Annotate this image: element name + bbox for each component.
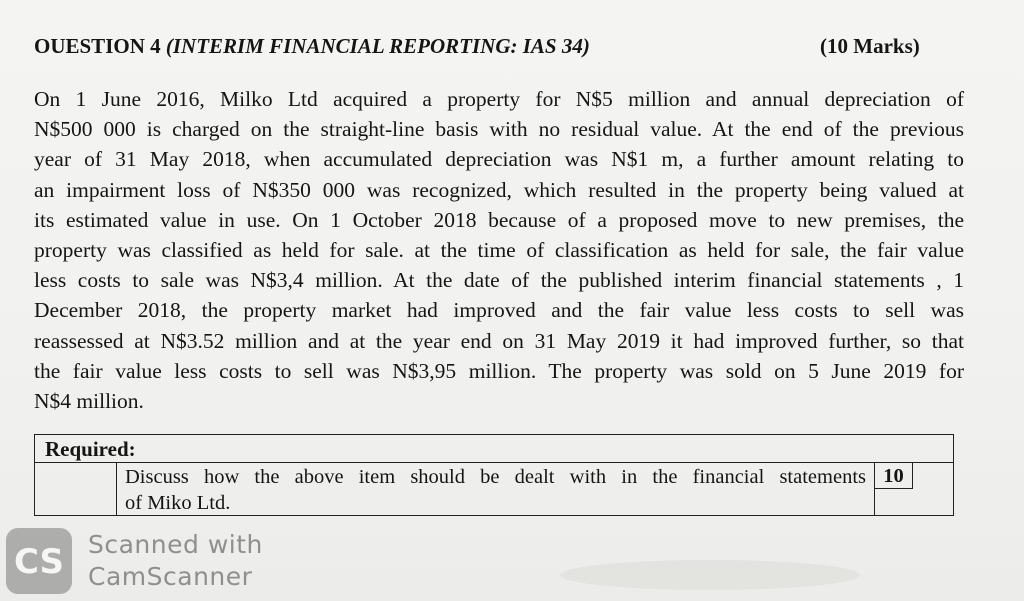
required-marks: 10 — [875, 463, 913, 489]
question-paragraph — [34, 84, 964, 416]
required-task-line: Discuss how the above item should be dealt with in the financial statements — [125, 466, 866, 488]
question-topic: (INTERIM FINANCIAL REPORTING: IAS 34) — [165, 34, 590, 58]
paragraph-line: the fair value less costs to sell was N$3,95 million. The property was sold on 5 June 2019 for — [34, 358, 964, 383]
question-heading — [34, 34, 934, 64]
paragraph-line: reassessed at N$3.52 million and at the year end on 31 May 2019 it had improved further, so that — [34, 328, 964, 353]
camscanner-logo-icon — [6, 528, 72, 594]
paragraph-line: December 2018, the property market had improved and the fair value less costs to sell was — [34, 298, 964, 323]
watermark-line-2: CamScanner — [88, 562, 253, 591]
paragraph-line: less costs to sale was N$3,4 million. At the date of the published interim financial statements , 1 — [34, 268, 964, 293]
paragraph-line: N$4 million. — [34, 389, 144, 414]
required-header-row — [35, 435, 953, 463]
required-task-line: of Miko Ltd. — [125, 492, 231, 514]
question-marks: (10 Marks) — [820, 34, 920, 58]
watermark-line-1: Scanned with — [88, 530, 263, 559]
paragraph-line: an impairment loss of N$350 000 was recognized, which resulted in the property being valued at — [34, 177, 964, 202]
required-task-cell — [117, 463, 875, 515]
paragraph-line: property was classified as held for sale. at the time of classification as held for sale, the fair value — [34, 238, 964, 263]
question-title — [34, 34, 590, 59]
paragraph-line: On 1 June 2016, Milko Ltd acquired a property for N$5 million and annual depreciation of — [34, 87, 964, 111]
badge-text: CS — [13, 542, 65, 582]
paragraph-line: its estimated value in use. On 1 October 2018 because of a proposed move to new premises, the — [34, 207, 964, 232]
paragraph-line: year of 31 May 2018, when accumulated depreciation was N$1 m, a further amount relating to — [34, 147, 964, 172]
required-marks-cell — [875, 463, 953, 515]
camscanner-watermark — [6, 528, 276, 594]
paragraph-line: N$500 000 is charged on the straight-line basis with no residual value. At the end of the previous — [34, 117, 964, 142]
required-table — [34, 434, 954, 516]
required-header: Required: — [45, 437, 136, 461]
paper-stain — [560, 560, 860, 590]
question-number: OUESTION 4 — [34, 34, 161, 58]
required-blank-cell — [35, 463, 117, 515]
